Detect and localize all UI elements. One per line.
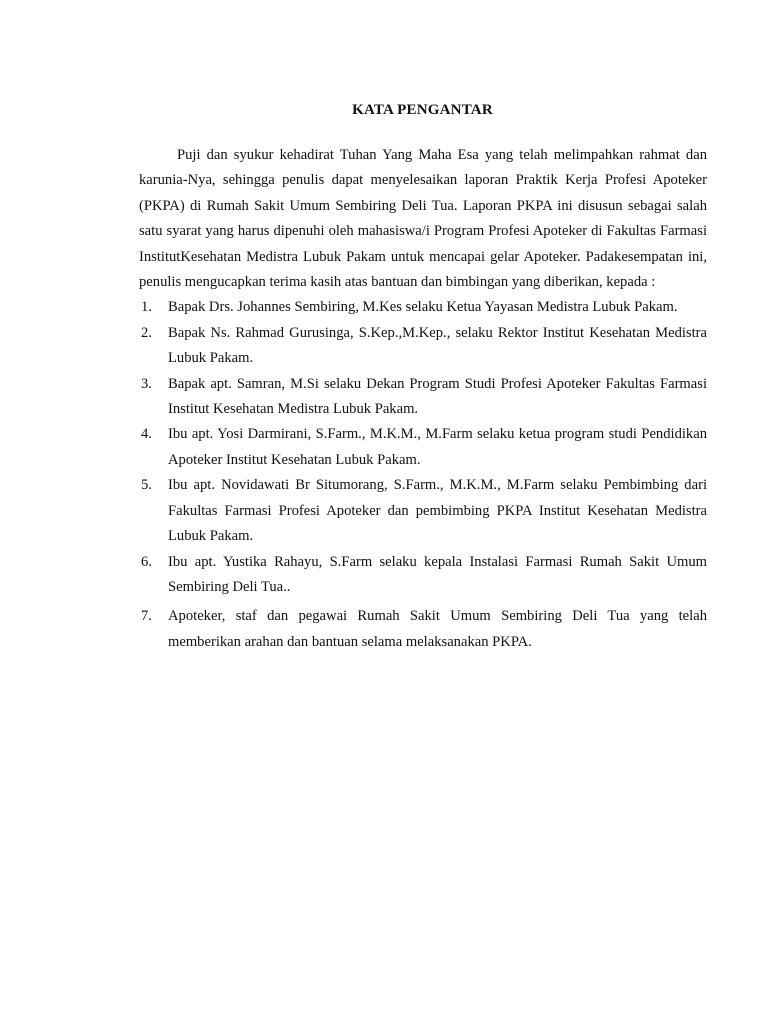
list-item [139, 321, 707, 372]
list-item-number: 4. [141, 426, 152, 443]
body-text [139, 143, 707, 655]
list-item-text: Ibu apt. Yosi Darmirani, S.Farm., M.K.M., M.Farm selaku ketua program studi Pendidikan Apoteker Institut Kesehatan Lubuk Pakam. [168, 426, 707, 468]
list-item-text: Bapak Drs. Johannes Sembiring, M.Kes selaku Ketua Yayasan Medistra Lubuk Pakam. [168, 299, 678, 316]
list-item-number: 6. [141, 553, 152, 570]
page-title: KATA PENGANTAR [352, 102, 493, 118]
list-item-text: Apoteker, staf dan pegawai Rumah Sakit Umum Sembiring Deli Tua yang telah memberikan arahan dan bantuan selama melaksanakan PKPA. [168, 608, 707, 650]
list-item [139, 604, 707, 655]
acknowledgement-list [139, 295, 707, 655]
list-item [139, 422, 707, 473]
list-item-text: Bapak Ns. Rahmad Gurusinga, S.Kep.,M.Kep., selaku Rektor Institut Kesehatan Medistra Lubuk Pakam. [168, 324, 707, 367]
list-item-text: Bapak apt. Samran, M.Si selaku Dekan Program Studi Profesi Apoteker Fakultas Farmasi Institut Kesehatan Medistra Lubuk Pakam. [168, 375, 707, 418]
list-item-number: 5. [141, 477, 152, 494]
list-item-number: 7. [141, 608, 152, 625]
list-item-text: Ibu apt. Novidawati Br Situmorang, S.Farm., M.K.M., M.Farm selaku Pembimbing dari Fakultas Farmasi Profesi Apoteker dan pembimbing PKPA Institut Kesehatan Medistra Lubuk Pakam. [168, 477, 707, 545]
list-item [139, 295, 707, 320]
list-item [139, 473, 707, 549]
list-item-number: 3. [141, 375, 152, 392]
list-item-number: 2. [141, 324, 152, 341]
intro-paragraph: Puji dan syukur kehadirat Tuhan Yang Maha Esa yang telah melimpahkan rahmat dan karunia-Nya, sehingga penulis dapat menyelesaikan laporan Praktik Kerja Profesi Apoteker (PKPA) di Rumah Sakit Umum Sembiring Deli Tua. Laporan PKPA ini disusun sebagai salah satu syarat yang harus dipenuhi oleh mahasiswa/i Program Profesi Apoteker di Fakultas Farmasi InstitutKesehatan Medistra Lubuk Pakam untuk mencapai gelar Apoteker. Padakesempatan ini, penulis mengucapkan terima kasih atas bantuan dan bimbingan yang diberikan, kepada : [139, 147, 707, 291]
list-item [139, 372, 707, 423]
list-item-text: Ibu apt. Yustika Rahayu, S.Farm selaku kepala Instalasi Farmasi Rumah Sakit Umum Sembiring Deli Tua.. [168, 553, 707, 595]
list-item-number: 1. [141, 299, 152, 316]
list-item [139, 550, 707, 601]
